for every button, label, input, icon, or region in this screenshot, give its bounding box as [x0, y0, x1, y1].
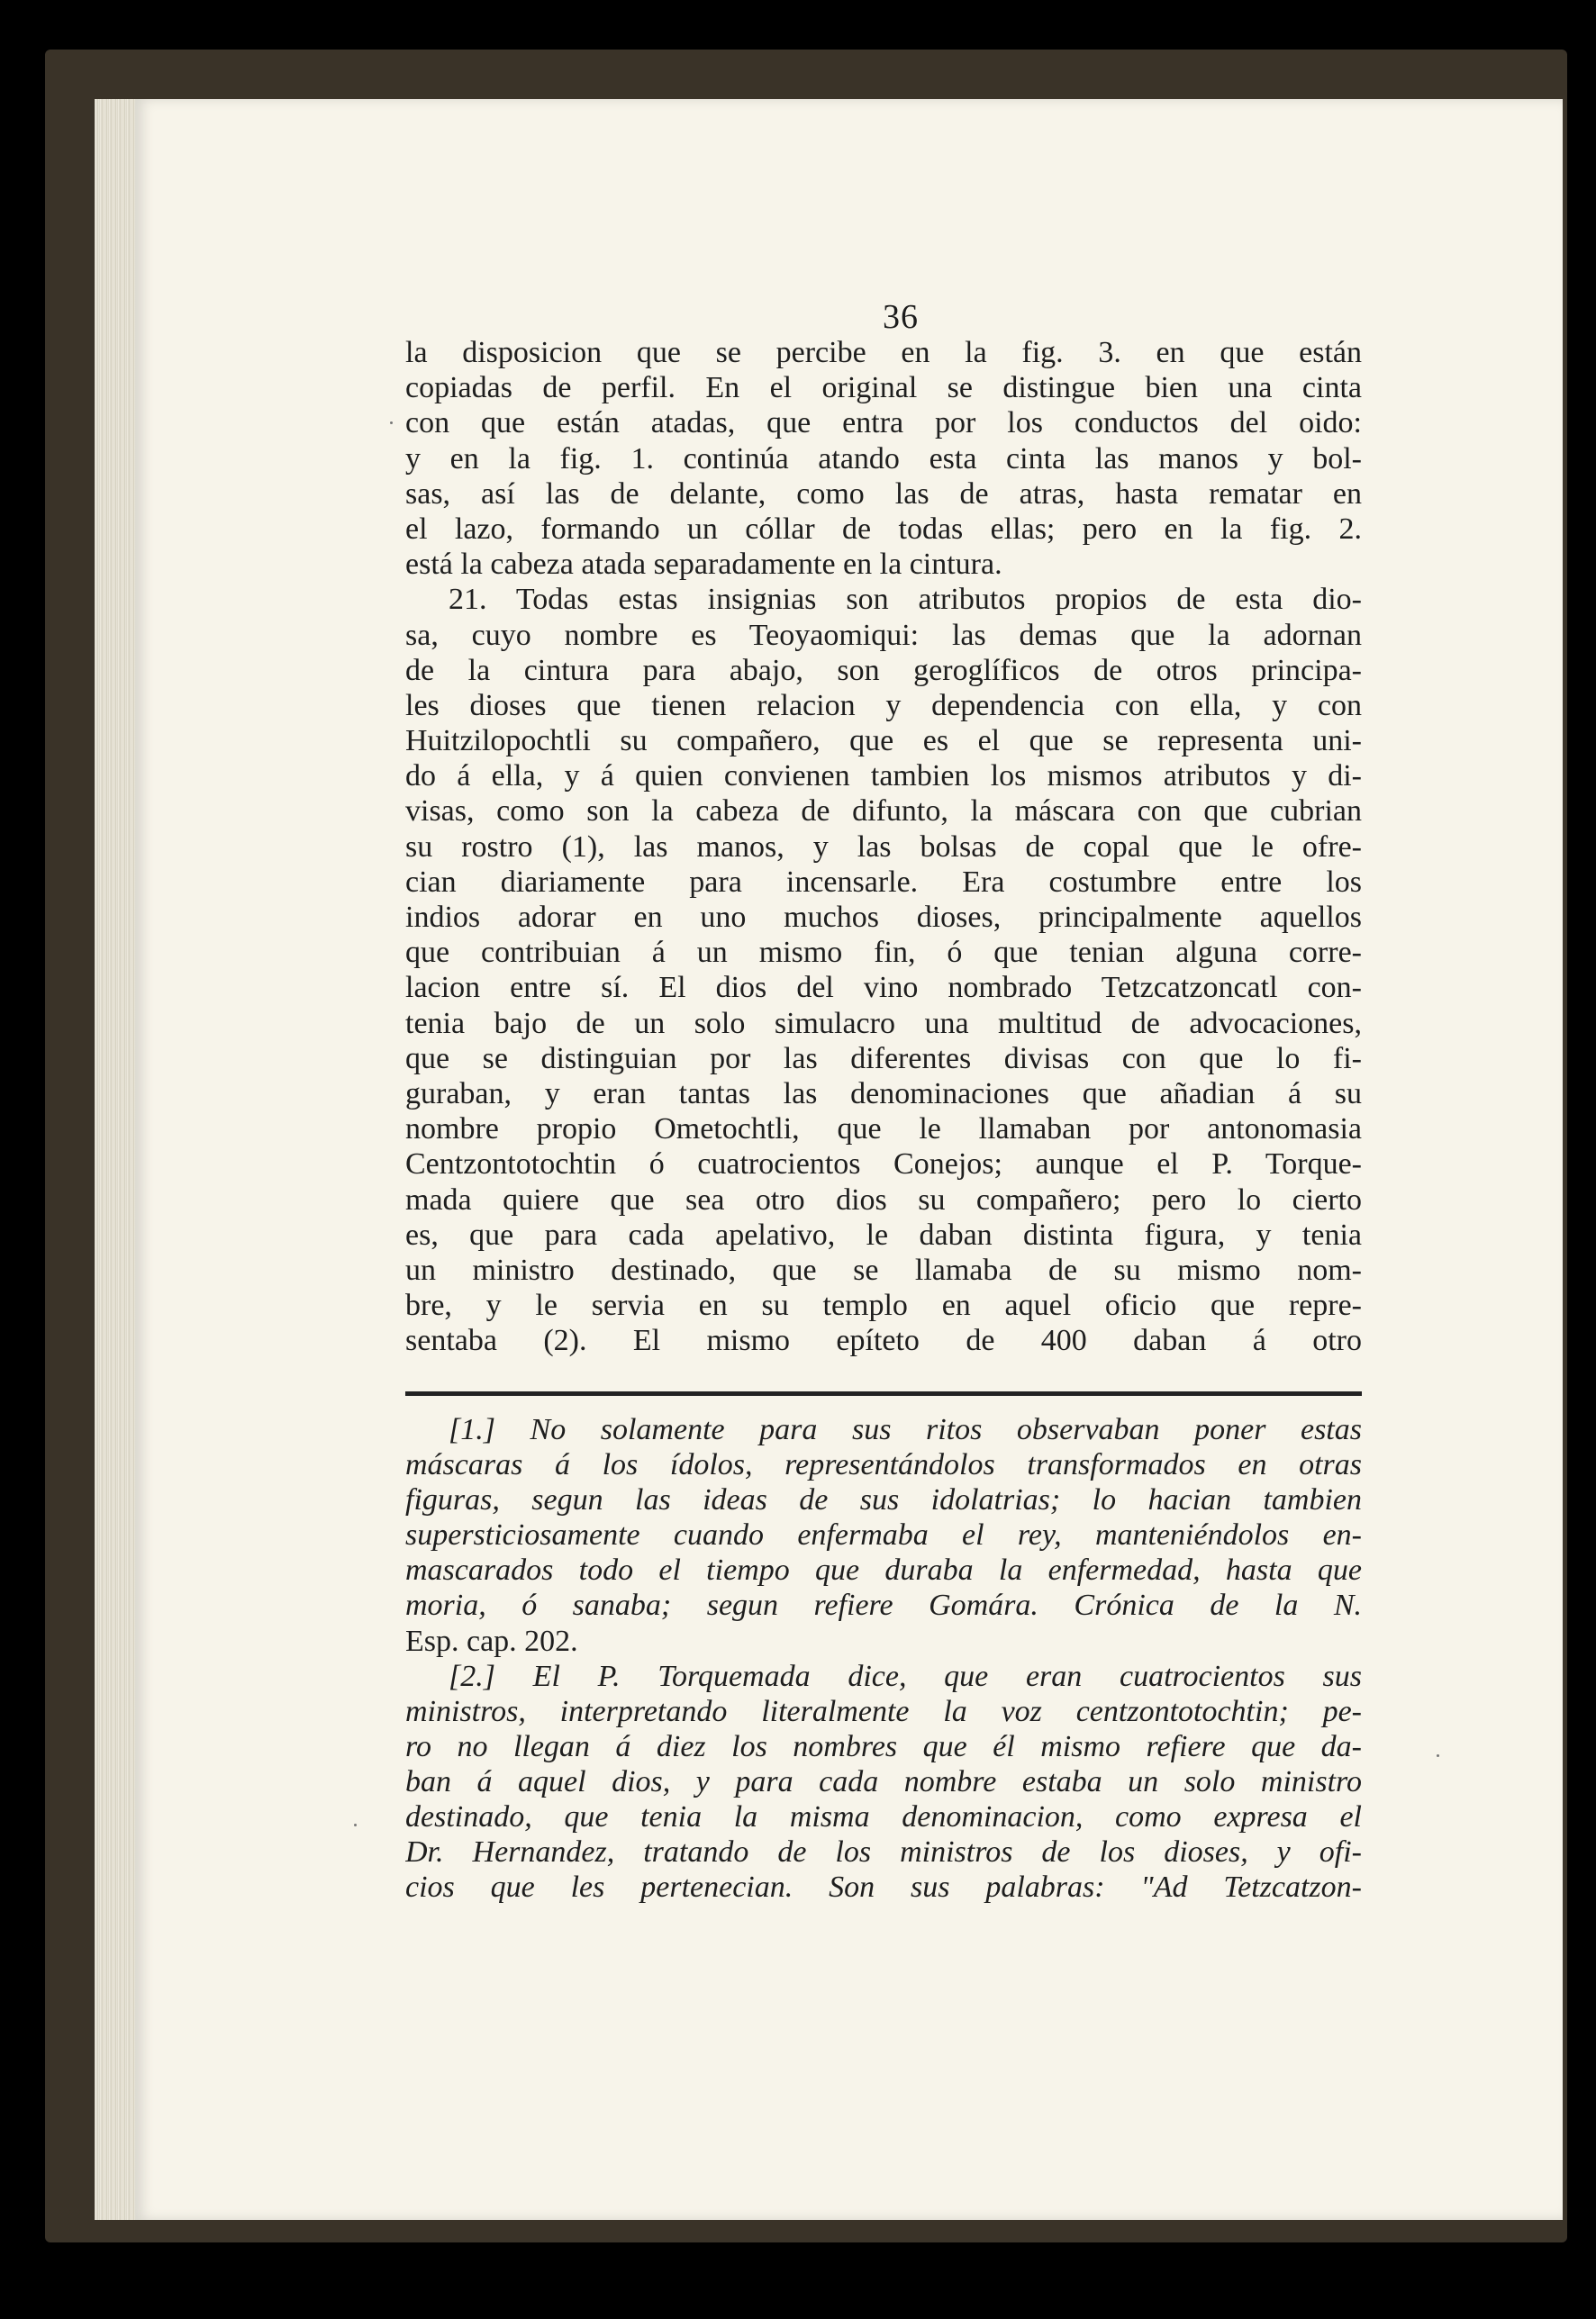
body-line: de la cintura para abajo, son geroglíficos de otros principa- — [405, 653, 1362, 687]
footnote-line: mascarados todo el tiempo que duraba la enfermedad, hasta que — [405, 1554, 1362, 1588]
body-line: está la cabeza atada separadamente en la cintura. — [405, 548, 1002, 582]
body-line: do á ella, y á quien convienen tambien los mismos atributos y di- — [405, 759, 1362, 793]
body-line: mada quiere que sea otro dios su compañero; pero lo cierto — [405, 1182, 1362, 1217]
body-line: 21. Todas estas insignias son atributos propios de esta dio- — [449, 583, 1362, 617]
footnote-line: ro no llegan á diez los nombres que él mismo refiere que da- — [405, 1729, 1362, 1763]
body-line: un ministro destinado, que se llamaba de su mismo nom- — [405, 1253, 1362, 1287]
body-line: con que están atadas, que entra por los conductos del oido: — [405, 406, 1362, 440]
body-line: nombre propio Ometochtli, que le llamaban por antonomasia — [405, 1112, 1362, 1146]
footnote-line: [2.] El P. Torquemada dice, que eran cuatrocientos sus — [449, 1659, 1362, 1693]
footnote-rule — [405, 1391, 1362, 1396]
body-line: bre, y le servia en su templo en aquel oficio que repre- — [405, 1289, 1362, 1323]
body-line: Centzontotochtin ó cuatrocientos Conejos; aunque el P. Torque- — [405, 1147, 1362, 1182]
body-line: sa, cuyo nombre es Teoyaomiqui: las demas que la adornan — [405, 618, 1362, 652]
body-line: que contribuian á un mismo fin, ó que tenian alguna corre- — [405, 936, 1362, 970]
body-line: su rostro (1), las manos, y las bolsas de copal que le ofre- — [405, 829, 1362, 864]
body-line: guraban, y eran tantas las denominaciones que añadian á su — [405, 1076, 1362, 1110]
body-line: la disposicion que se percibe en la fig. 3. en que están — [405, 336, 1362, 369]
body-line: es, que para cada apelativo, le daban distinta figura, y tenia — [405, 1218, 1362, 1252]
body-line: indios adorar en uno muchos dioses, principalmente aquellos — [405, 901, 1362, 934]
footnotes — [405, 1412, 1362, 1905]
page-number: 36 — [883, 298, 919, 336]
body-line: copiadas de perfil. En el original se distingue bien una cinta — [405, 371, 1362, 405]
footnote-line: figuras, segun las ideas de sus idolatrias; lo hacian tambien — [405, 1483, 1362, 1517]
body-line: sas, así las de delante, como las de atras, hasta rematar en — [405, 476, 1362, 511]
paper-speck — [1437, 1754, 1439, 1757]
footnote-line: [1.] No solamente para sus ritos observaban poner estas — [449, 1413, 1362, 1446]
body-line: y en la fig. 1. continúa atando esta cinta las manos y bol- — [405, 441, 1362, 476]
body-line: Huitzilopochtli su compañero, que es el que se representa uni- — [405, 724, 1362, 758]
footnote-line: supersticiosamente cuando enfermaba el rey, manteniéndolos en- — [405, 1518, 1362, 1553]
body-line: que se distinguian por las diferentes divisas con que lo fi- — [405, 1041, 1362, 1075]
footnote-line: máscaras á los ídolos, representándolos transformados en otras — [405, 1448, 1362, 1482]
body-line: visas, como son la cabeza de difunto, la máscara con que cubrian — [405, 794, 1362, 829]
body-text — [405, 335, 1362, 1358]
footnote-line: moria, ó sanaba; segun refiere Gomára. Crónica de la N. — [405, 1589, 1362, 1623]
body-line: el lazo, formando un cóllar de todas ellas; pero en la fig. 2. — [405, 512, 1362, 546]
paper-speck — [390, 421, 393, 424]
footnote-line: ministros, interpretando literalmente la voz centzontotochtin; pe- — [405, 1694, 1362, 1728]
body-line: lacion entre sí. El dios del vino nombrado Tetzcatzoncatl con- — [405, 971, 1362, 1005]
paper-speck — [354, 1824, 357, 1826]
body-line: les dioses que tienen relacion y dependencia con ella, y con — [405, 688, 1362, 722]
footnote-line: Esp. cap. 202. — [405, 1624, 578, 1658]
body-line: cian diariamente para incensarle. Era costumbre entre los — [405, 865, 1362, 899]
body-line: tenia bajo de un solo simulacro una multitud de advocaciones, — [405, 1006, 1362, 1040]
footnote-line: Dr. Hernandez, tratando de los ministros de los dioses, y ofi- — [405, 1835, 1362, 1870]
footnote-line: cios que les pertenecian. Son sus palabras: "Ad Tetzcatzon- — [405, 1871, 1362, 1905]
footnote-line: destinado, que tenia la misma denominacion, como expresa el — [405, 1800, 1362, 1834]
body-line: sentaba (2). El mismo epíteto de 400 daban á otro — [405, 1324, 1362, 1358]
footnote-line: ban á aquel dios, y para cada nombre estaba un solo ministro — [405, 1764, 1362, 1798]
